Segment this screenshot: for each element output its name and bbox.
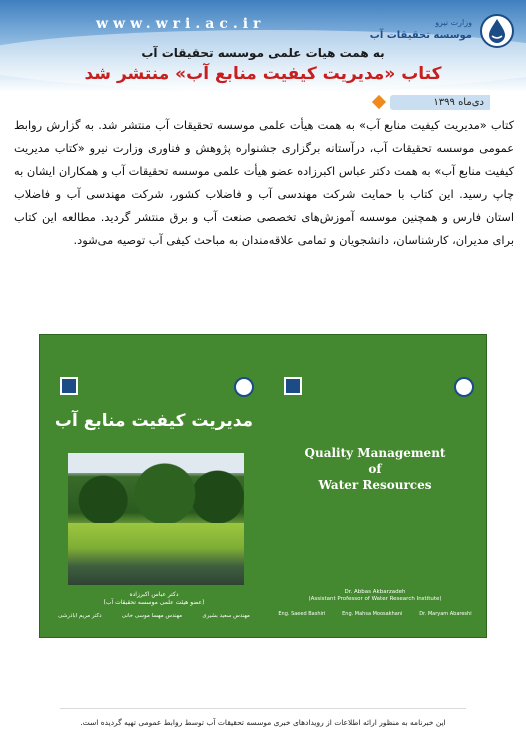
book-cover-image [40,335,486,637]
institute-label: موسسه تحقیقات آب [369,30,472,41]
book-coauthors-english: Eng. Saeed Bashiri Eng. Mahsa Moosakhani Dr. Maryam Abareshi [278,611,472,617]
book-author-persian: دکتر عباس اکبرزاده (عضو هیئت علمی موسسه تحقیقات آب) [103,591,205,606]
ministry-label: وزارت نیرو [435,18,472,27]
pond-photo [68,453,244,585]
news-subtitle: به همت هیات علمی موسسه تحقیقات آب [141,46,385,60]
footer-note: این خبرنامه به منظور ارائه اطلاعات از رویدادهای خبری موسسه تحقیقات آب توسط روابط عمومی تهیه گردیده است. [80,718,446,727]
news-title: کتاب «مدیریت کیفیت منابع آب» منتشر شد [84,64,442,84]
book-author-english: Dr. Abbas Akbarzadeh (Assistant Professor of Water Research Institute) [308,589,442,602]
page-header [0,0,526,92]
publisher-logo-icon [60,377,78,395]
orange-diamond-icon [372,95,386,109]
book-coauthors-persian: مهندس سعید بشیری مهندس مهسا موسی خانی دکتر مریم اباذرشی [58,613,250,619]
english-back-cover [270,343,480,629]
news-body: کتاب «مدیریت کیفیت منابع آب» به همت هیأت علمی موسسه تحقیقات آب منتشر شد. به گزارش روابط عمومی موسسه تحقیقات آب، درآستانه برگزاری جشنواره پژوهش و فناوری وزارت نیرو «کتاب مدیریت کیفیت منابع آب» به همت دکتر عباس اکبرزاده عضو هیأت علمی موسسه تحقیقات آب و همکاران ایشان به چاپ رسید. این کتاب با حمایت شرکت مهندسی آب و فاضلاب کشور، شرکت مهندسی آب و فاضلاب استان فارس و همچنین موسسه آموزش‌های تخصصی صنعت آب و برق منتشر گردید. مطالعه این کتاب برای مدیران، کارشناسان، دانشجویان و تمامی علاقه‌مندان به مباحث کیفی آب توصیه می‌شود. [14,118,514,247]
book-title-persian: مدیریت کیفیت منابع آب [54,411,254,431]
institute-logo-icon [454,377,474,397]
site-url[interactable]: www.wri.ac.ir [96,16,266,32]
water-drop-logo-icon [480,14,514,48]
institute-logo-icon [234,377,254,397]
book-title-english: Quality Management of Water Resources [304,446,446,492]
publish-date: دی‌ماه ۱۳۹۹ [390,95,490,110]
footer-divider [60,708,466,709]
date-row [370,95,490,111]
publisher-logo-icon [284,377,302,395]
persian-front-cover [48,343,260,629]
